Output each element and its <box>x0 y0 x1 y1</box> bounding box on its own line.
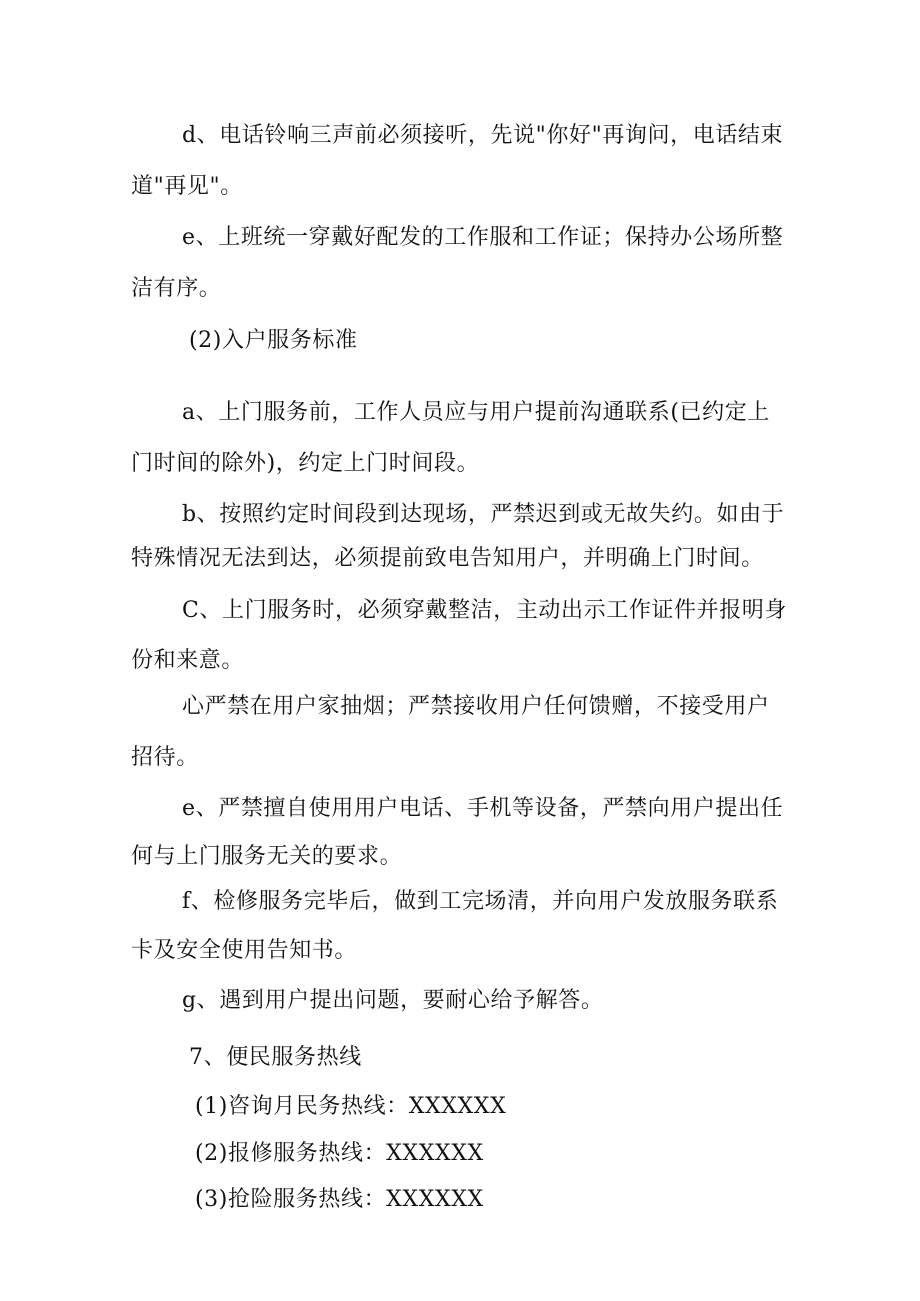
paragraph-d-line-2: 道"再见"。 <box>131 174 243 199</box>
paragraph-c-line-2: 份和来意。 <box>131 648 245 673</box>
hotline-repair: (2)报修服务热线：XXXXXX <box>195 1141 484 1166</box>
paragraph-e2-line-2: 何与上门服务无关的要求。 <box>131 844 403 869</box>
paragraph-g-line-1: g、遇到用户提出问题，要耐心给予解答。 <box>182 988 604 1013</box>
paragraph-e-line-1: e、上班统一穿戴好配发的工作服和工作证；保持办公场所整 <box>182 225 784 250</box>
paragraph-d-line-1: d、电话铃响三声前必须接听，先说"你好"再询问，电话结束 <box>182 123 784 148</box>
paragraph-f-line-2: 卡及安全使用告知书。 <box>131 938 358 963</box>
paragraph-a-line-2: 门时间的除外)，约定上门时间段。 <box>131 451 480 476</box>
paragraph-a-line-1: a、上门服务前，工作人员应与用户提前沟通联系(已约定上 <box>182 400 770 425</box>
hotline-emergency: (3)抢险服务热线：XXXXXX <box>195 1187 484 1212</box>
paragraph-c-line-1: C、上门服务时，必须穿戴整洁，主动出示工作证件并报明身 <box>182 598 788 623</box>
paragraph-e-line-2: 洁有序。 <box>131 276 222 301</box>
paragraph-d2-line-1: 心严禁在用户家抽烟；严禁接收用户任何馈赠，不接受用户 <box>182 694 770 719</box>
paragraph-f-line-1: f、检修服务完毕后，做到工完场清，并向用户发放服务联系 <box>182 889 779 914</box>
paragraph-b-line-2: 特殊情况无法到达，必须提前致电告知用户，并明确上门时间。 <box>131 546 764 571</box>
paragraph-d2-line-2: 招待。 <box>131 745 199 770</box>
section-heading-home-service: (2)入户服务标准 <box>189 328 358 353</box>
section-heading-hotlines: 7、便民服务热线 <box>189 1045 362 1070</box>
paragraph-b-line-1: b、按照约定时间段到达现场，严禁迟到或无故失约。如由于 <box>182 502 785 527</box>
paragraph-e2-line-1: e、严禁擅自使用用户电话、手机等设备，严禁向用户提出任 <box>182 796 784 821</box>
hotline-consult: (1)咨询月民务热线：XXXXXX <box>195 1094 507 1119</box>
